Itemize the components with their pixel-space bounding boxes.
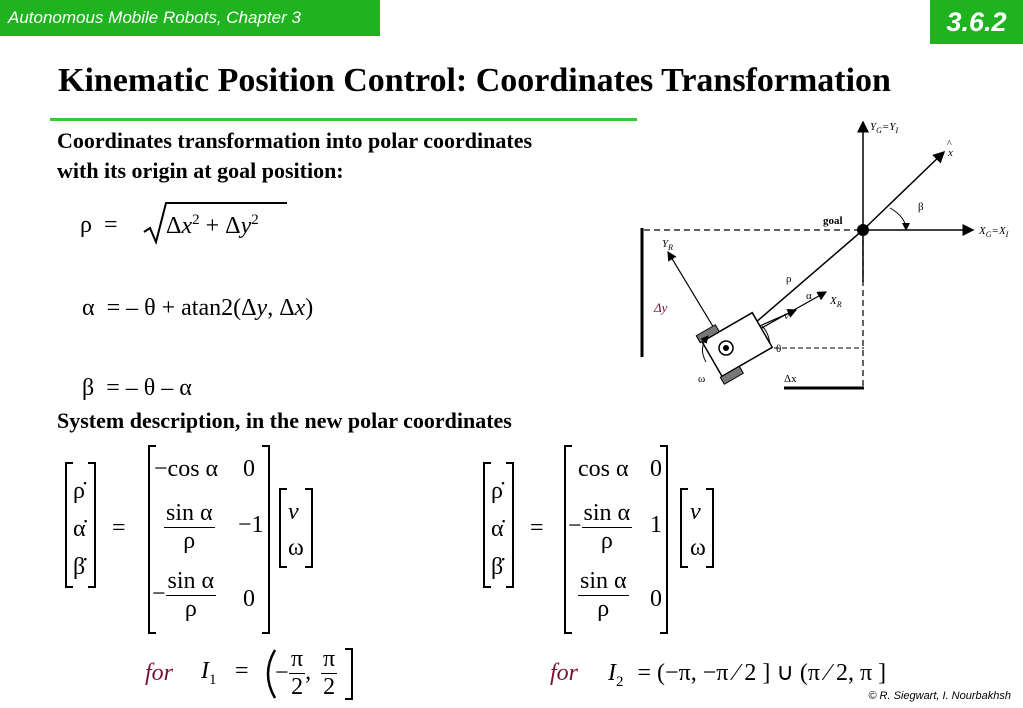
alpha-label: α (806, 290, 812, 302)
matrix-equation-1: ρ̇ α̇ β̇ = −cos α 0 $\frac{\text{sin α}}{\rho}$ −1 − $\frac{\text{sin α}}{\rho}$ 0 v ω (60, 440, 350, 640)
robot-goal-diagram (636, 112, 1020, 402)
for-label-1: for (145, 660, 174, 686)
interval-2 (550, 658, 886, 691)
chapter-header: Autonomous Mobile Robots, Chapter 3 (0, 0, 380, 36)
slide-title: Kinematic Position Control: Coordinates Transformation (58, 62, 891, 99)
svg-text:^: ^ (947, 139, 952, 150)
title-underline (50, 118, 637, 121)
x-robot-label: $X_R$ (830, 295, 842, 309)
omega-label: ω (698, 373, 706, 385)
interval-2-expression: = (−π, −π ⁄ 2 ] ∪ (π ⁄ 2, π ] (637, 660, 887, 686)
beta-label: β (918, 201, 924, 213)
rho-label: ρ (786, 273, 792, 285)
interval-1-label: I (201, 658, 209, 684)
goal-label: goal (823, 215, 843, 227)
y-robot-label: $Y_R$ (662, 238, 674, 252)
interval-1: for $I_1$ = − $\frac{\pi}{2}$ , $\frac{\pi}{2}$ (145, 648, 365, 700)
equation-alpha: α = – θ + atan2(Δy, Δx) (82, 295, 314, 321)
delta-x-label: Δx (784, 373, 797, 385)
system-heading: System description, in the new polar coordinates (57, 408, 512, 433)
slide-number: 3.6.2 (930, 0, 1023, 44)
x-hat-label: x (948, 147, 953, 159)
intro-line-2: with its origin at goal position: (57, 158, 344, 183)
delta-y-label: Δy (654, 300, 668, 315)
interval-2-label: I (608, 660, 617, 686)
interval-2-sub: 2 (616, 673, 624, 690)
intro-line-1: Coordinates transformation into polar coordinates (57, 128, 533, 153)
x-hat-axis (863, 152, 944, 230)
y-global-label: $Y_G=Y_I$ (870, 121, 899, 135)
interval-1-sub: 1 (209, 671, 217, 688)
matrix-equation-2: ρ̇ α̇ β̇ = cos α 0 − $\frac{\text{sin α}}{\rho}$ 1 $\frac{\text{sin α}}{\rho}$ 0 v ω (478, 440, 768, 640)
copyright: © R. Siegwart, I. Nourbakhsh (868, 690, 1011, 702)
x-global-label: $X_G=X_I$ (979, 225, 1009, 239)
v-label: v (784, 310, 789, 322)
for-label-2: for (550, 660, 579, 686)
theta-label: θ (776, 343, 782, 355)
equation-beta: β = – θ – α (82, 375, 192, 401)
